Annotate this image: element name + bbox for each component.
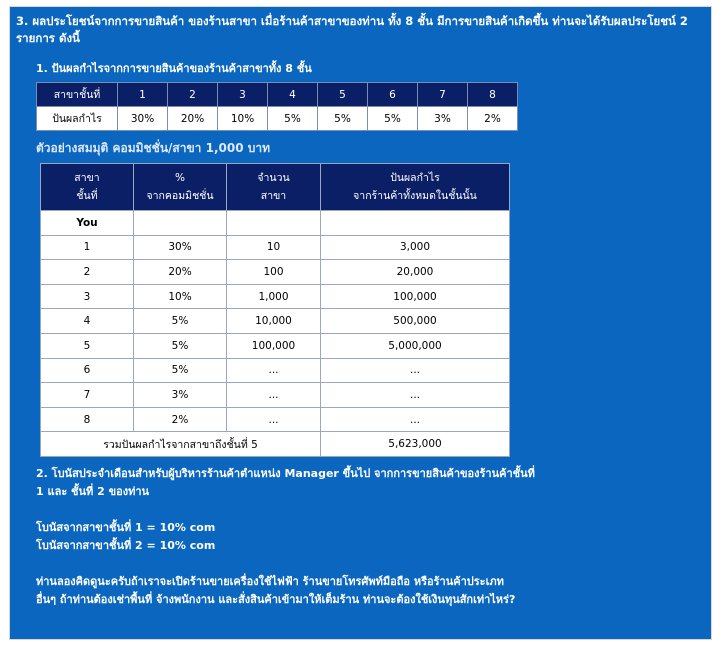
table-total-row: [41, 432, 510, 457]
table-cell: 1: [118, 83, 168, 107]
item2-text: 2. โบนัสประจำเดือนสำหรับผู้บริหารร้านค้าตำแหน่ง Manager ขึ้นไป จากการขายสินค้าของร้านค้าชั้นที่ 1 และ ชั้นที่ 2 ของท่าน: [36, 467, 535, 498]
table-row: [37, 107, 518, 131]
bonus-level-2: โบนัสจากสาขาชั้นที่ 2 = 10% com: [36, 539, 216, 552]
table-header-cell: % จากคอมมิชชั่น: [134, 164, 227, 211]
table-row: 3 10% 1,000 100,000: [41, 284, 510, 309]
table-cell: 20%: [168, 107, 218, 131]
table-header-cell: จำนวน สาขา: [227, 164, 321, 211]
content-panel: [9, 6, 712, 640]
bonus-list: [36, 519, 215, 555]
table-cell: 7: [418, 83, 468, 107]
table-row: 1 30% 10 3,000: [41, 235, 510, 260]
closing-text: ท่านลองคิดดูนะครับถ้าเราจะเปิดร้านขายเครื่องใช้ไฟฟ้า ร้านขายโทรศัพท์มือถือ หรือร้านค้าประเภทอื่นๆ ถ้าท่านต้องเช่าพื้นที่ จ้างพนักงาน และสั่งสินค้าเข้ามาให้เต็มร้าน ท่านจะต้องใช้เงินทุนสักเท่าไหร่?: [36, 575, 516, 606]
table-cell: 5%: [368, 107, 418, 131]
table-cell: 6: [368, 83, 418, 107]
example-title: ตัวอย่างสมมุติ คอมมิชชั่น/สาขา 1,000 บาท: [36, 141, 270, 155]
bonus-level-1: โบนัสจากสาขาชั้นที่ 1 = 10% com: [36, 521, 216, 534]
item1-title: 1. ปันผลกำไรจากการขายสินค้าของร้านค้าสาขาทั้ง 8 ชั้น: [36, 62, 312, 75]
dividend-share-table: [36, 82, 518, 131]
table-row: 8 2% ... ...: [41, 407, 510, 432]
table-cell: 30%: [118, 107, 168, 131]
table-row: You: [41, 211, 510, 236]
total-value: 5,623,000: [321, 432, 510, 457]
example-commission-table: [40, 163, 510, 457]
total-label: รวมปันผลกำไรจากสาขาถึงชั้นที่ 5: [41, 432, 321, 457]
table-row: 6 5% ... ...: [41, 358, 510, 383]
table-row: 5 5% 100,000 5,000,000: [41, 333, 510, 358]
table-row: 4 5% 10,000 500,000: [41, 309, 510, 334]
table-header-row: [41, 164, 510, 211]
table-header-cell: สาขา ชั้นที่: [41, 164, 134, 211]
table-cell: 5: [318, 83, 368, 107]
table-row: 7 3% ... ...: [41, 383, 510, 408]
table-row: [37, 83, 518, 107]
table-header-cell: ปันผลกำไร จากร้านค้าทั้งหมดในชั้นนั้น: [321, 164, 510, 211]
table-cell: 3: [218, 83, 268, 107]
table-cell: 5%: [268, 107, 318, 131]
table-cell: 2: [168, 83, 218, 107]
table-cell: 3%: [418, 107, 468, 131]
table-cell: 4: [268, 83, 318, 107]
table-row: 2 20% 100 20,000: [41, 260, 510, 285]
table-cell: 2%: [468, 107, 518, 131]
section-heading: 3. ผลประโยชน์จากการขายสินค้า ของร้านสาขา เมื่อร้านค้าสาขาของท่าน ทั้ง 8 ชั้น มีการขายสินค้าเกิดขึ้น ท่านจะได้รับผลประโยชน์ 2 รายการ ดังนี้: [16, 14, 688, 45]
table-cell: 5%: [318, 107, 368, 131]
table-cell: 10%: [218, 107, 268, 131]
table-label: สาขาชั้นที่: [37, 83, 118, 107]
table-cell: 8: [468, 83, 518, 107]
table-label: ปันผลกำไร: [37, 107, 118, 131]
